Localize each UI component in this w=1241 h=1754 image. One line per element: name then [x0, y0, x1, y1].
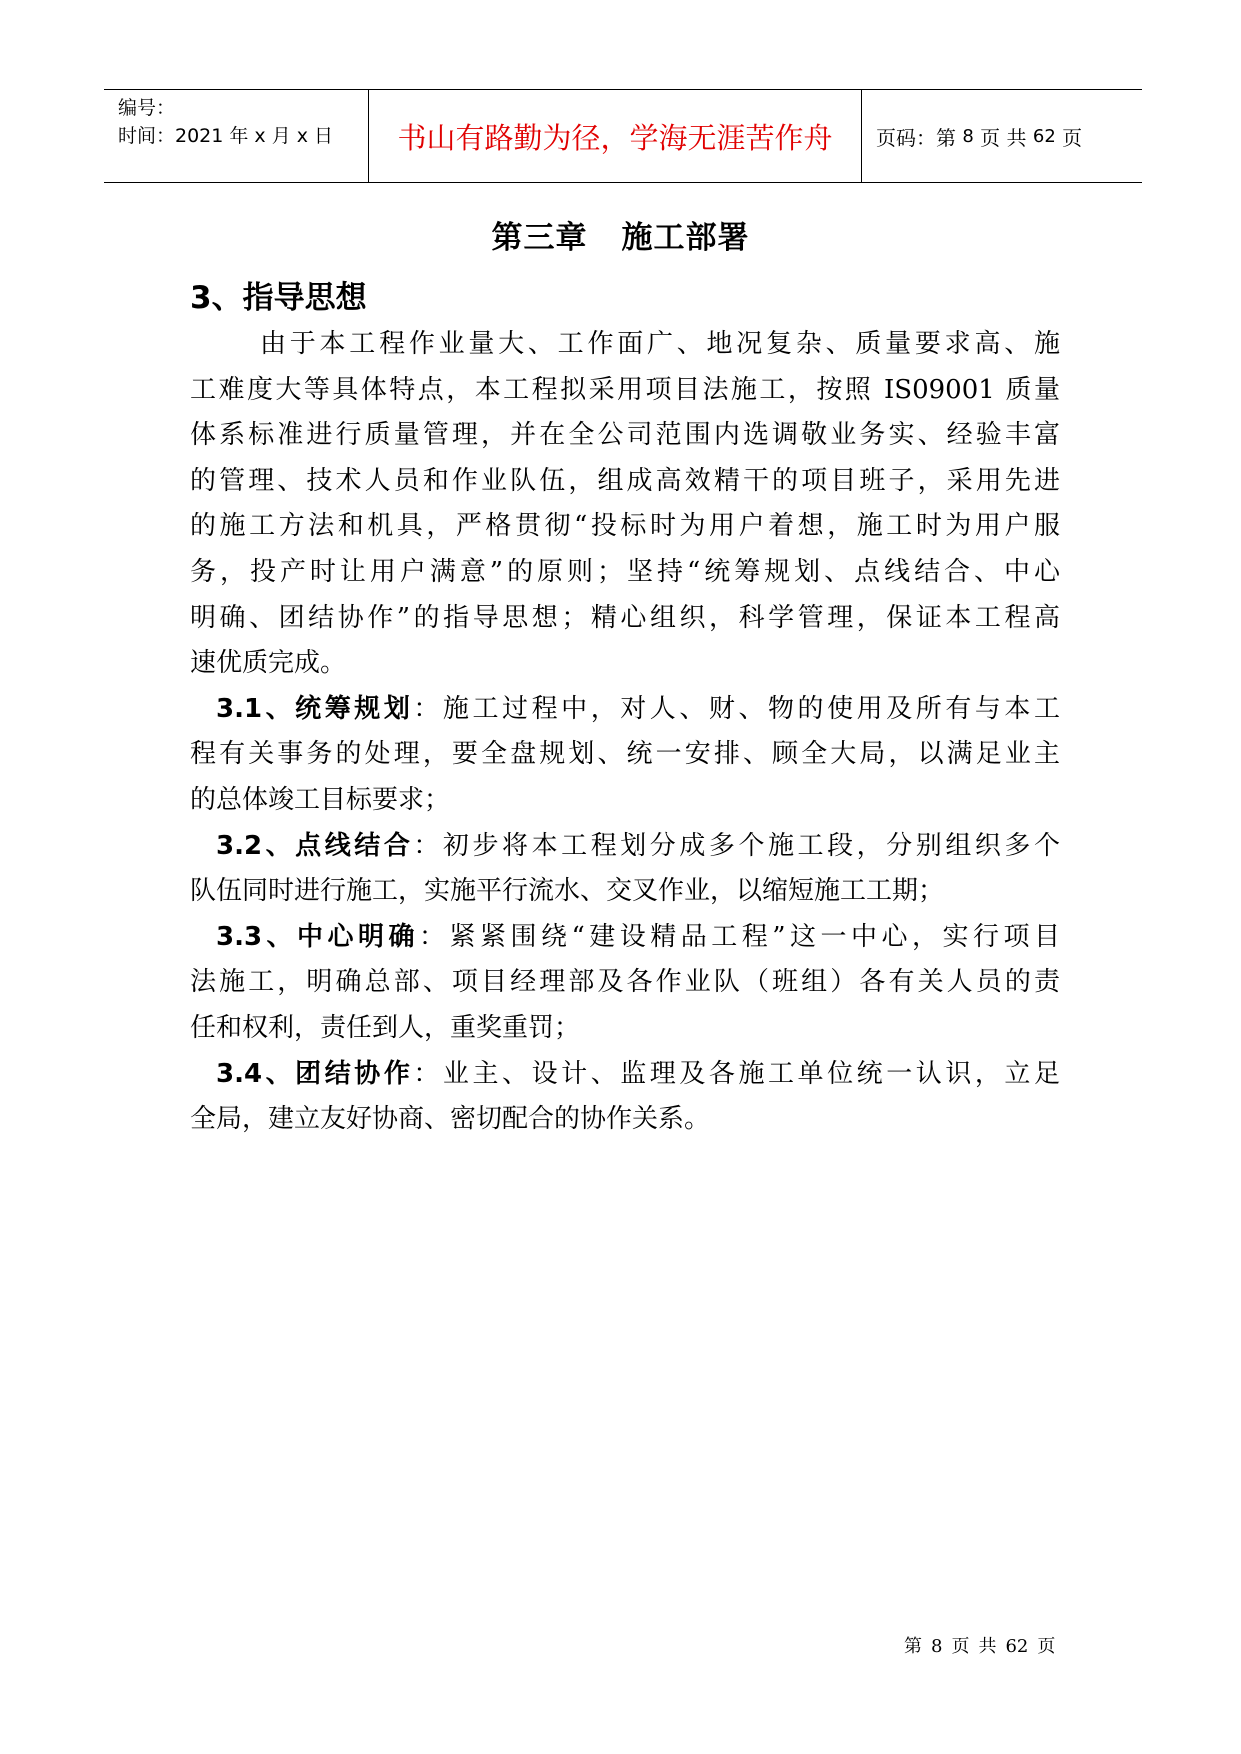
item-3-2 [190, 824, 1060, 915]
text-line: 全局，建立友好协商、密切配合的协作关系。 [190, 1104, 711, 1135]
text-line [190, 1052, 1060, 1098]
text-line: 速优质完成。 [190, 648, 347, 679]
chapter-number: 第三章 [491, 220, 588, 256]
header-divider [368, 90, 369, 182]
section-title: 3、指导思想 [190, 280, 367, 316]
item-3-1 [190, 687, 1060, 824]
page-prefix: 页码：第 [876, 125, 956, 150]
text-line [190, 687, 1060, 733]
text-line: 体系标准进行质量管理，并在全公司范围内选调敬业务实、经验丰富 [190, 420, 1060, 451]
item-keyword: 3.1、统筹规划 [216, 693, 414, 724]
footer-page-number: 8 [931, 1636, 943, 1657]
item-keyword: 3.2、点线结合 [216, 830, 414, 861]
page-total: 62 [1032, 125, 1056, 147]
header-info [118, 94, 368, 150]
item-3-3 [190, 915, 1060, 1052]
chapter-title [0, 212, 1241, 257]
item-text: ：施工过程中，对人、财、物的使用及所有与本工 [413, 693, 1060, 724]
footer-word: 第 [904, 1636, 922, 1657]
text-line: 工难度大等具体特点，本工程拟采用项目法施工，按照 IS09001 质量 [190, 374, 1060, 405]
header-motto: 书山有路勤为径，学海无涯苦作舟 [397, 120, 833, 155]
item-text: ：初步将本工程划分成多个施工段，分别组织多个 [413, 830, 1060, 861]
text-line: 队伍同时进行施工，实施平行流水、交叉作业，以缩短施工工期； [190, 876, 945, 907]
item-text: ：业主、设计、监理及各施工单位统一认识，立足 [413, 1058, 1060, 1089]
footer-word: 页 [951, 1636, 970, 1657]
item-keyword: 3.4、团结协作 [216, 1058, 414, 1089]
header-page-info [876, 90, 1082, 182]
text-line: 由于本工程作业量大、工作面广、地况复杂、质量要求高、施 [260, 329, 1060, 359]
page-suffix: 页 [1062, 125, 1083, 150]
text-line [190, 915, 1060, 961]
header-divider [861, 90, 862, 182]
page-footer [904, 1632, 1064, 1658]
footer-word: 共 [978, 1636, 997, 1657]
page-number: 8 [962, 125, 974, 147]
text-line: 务，投产时让用户满意”的原则；坚持“统筹规划、点线结合、中心 [190, 556, 1060, 587]
item-3-4 [190, 1052, 1060, 1143]
number-label: 编号： [118, 97, 176, 119]
text-line: 的管理、技术人员和作业队伍，组成高效精干的项目班子，采用先进 [190, 465, 1060, 496]
text-line: 的施工方法和机具，严格贯彻“投标时为用户着想，施工时为用户服 [190, 511, 1060, 542]
text-line: 法施工，明确总部、项目经理部及各作业队（班组）各有关人员的责 [190, 967, 1060, 998]
item-keyword: 3.3、中心明确 [216, 921, 420, 952]
chapter-name: 施工部署 [621, 220, 750, 256]
time-label: 时间：2021 年 x 月 x 日 [118, 125, 334, 147]
document-header [104, 89, 1142, 183]
page-mid: 页 共 [980, 125, 1027, 150]
body-text [190, 322, 1060, 1143]
item-text: ：紧紧围绕“建设精品工程”这一中心，实行项目 [419, 921, 1060, 952]
text-line: 任和权利，责任到人，重奖重罚； [190, 1012, 581, 1043]
footer-page-total: 62 [1005, 1636, 1029, 1657]
text-line: 程有关事务的处理，要全盘规划、统一安排、顾全大局，以满足业主 [190, 739, 1060, 770]
paragraph-intro [190, 322, 1060, 687]
footer-word: 页 [1037, 1636, 1056, 1657]
text-line [190, 824, 1060, 870]
text-line: 明确、团结协作”的指导思想；精心组织，科学管理，保证本工程高 [190, 602, 1060, 633]
text-line: 的总体竣工目标要求； [190, 784, 451, 815]
